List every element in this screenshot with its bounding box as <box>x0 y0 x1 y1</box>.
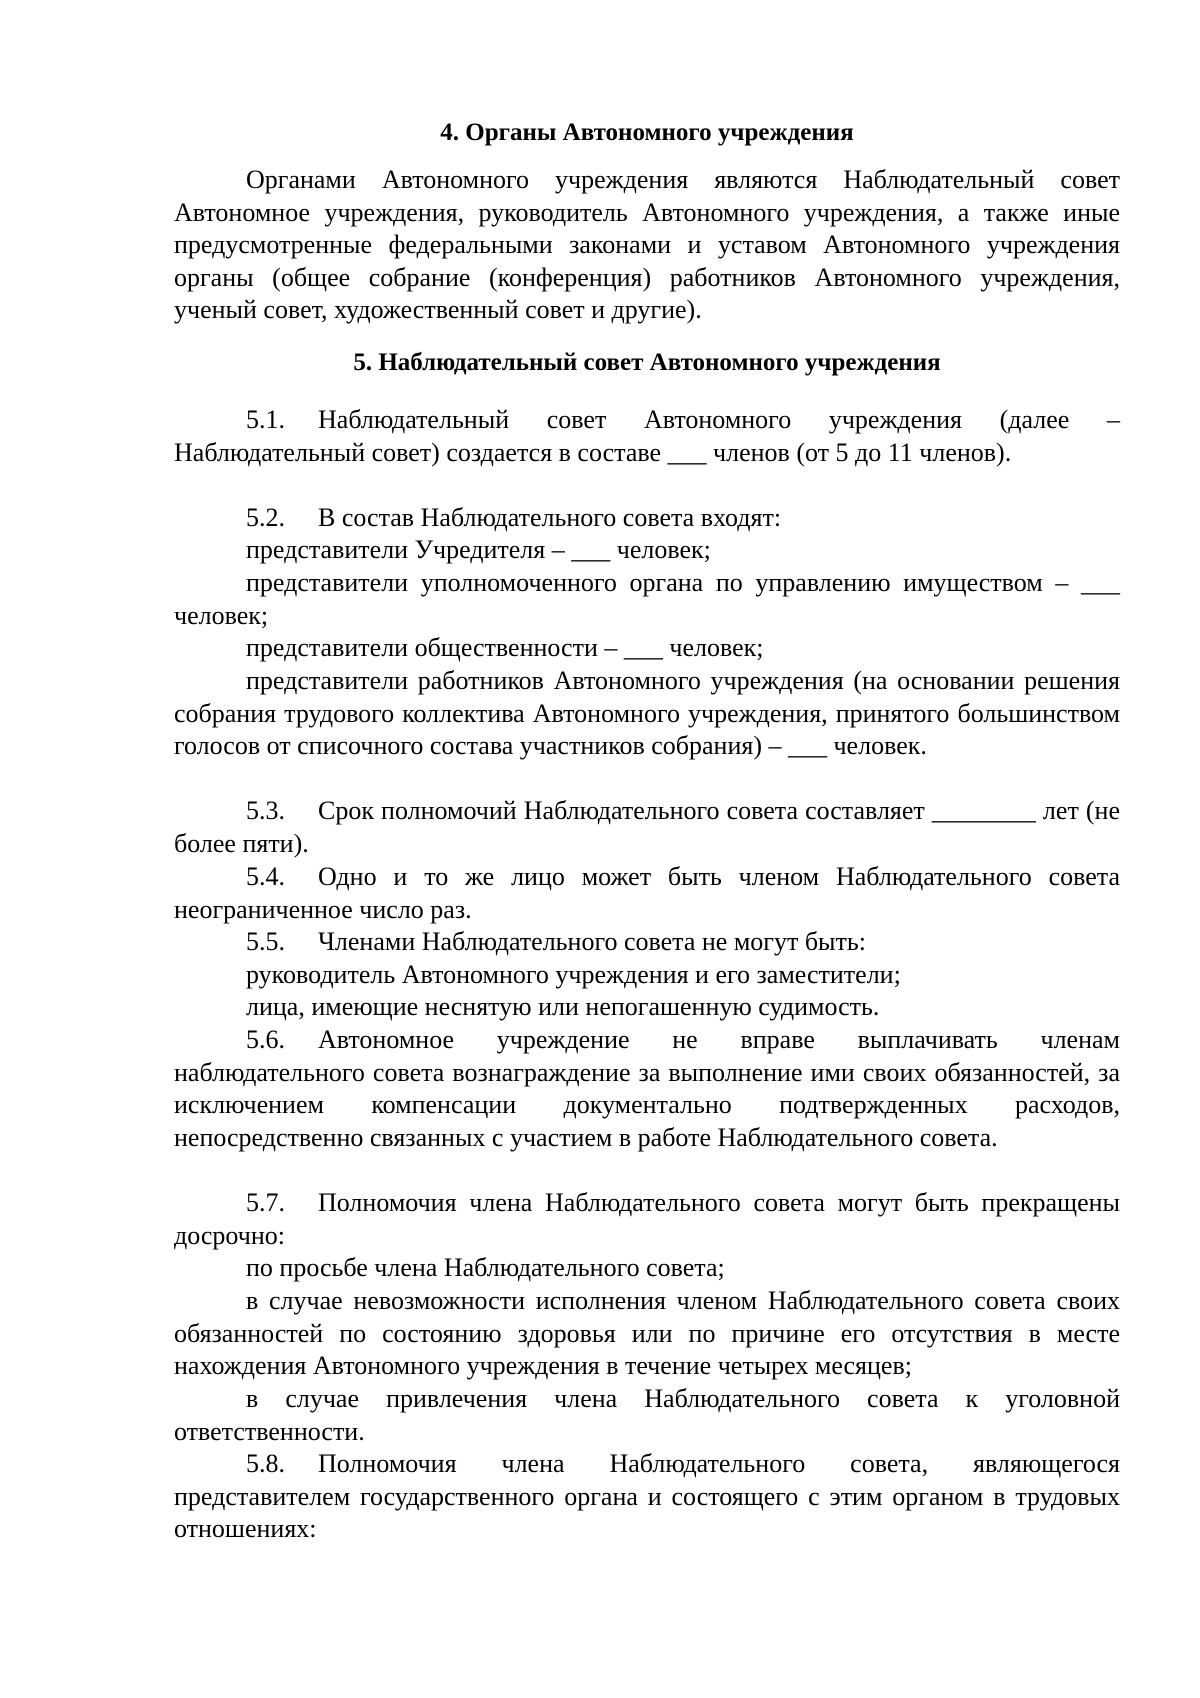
list-item: по просьбе члена Наблюдательного совета; <box>246 1253 725 1282</box>
clause-text: Одно и то же лицо может быть членом Наблюдательного совета неограниченное число раз. <box>174 862 1120 924</box>
clause-text: Срок полномочий Наблюдательного совета составляет ________ лет (не более пяти). <box>174 796 1120 858</box>
clause-number: 5.4. <box>246 862 285 891</box>
clause-text: Полномочия члена Наблюдательного совета могут быть прекращены досрочно: <box>174 1188 1120 1250</box>
list-item: руководитель Автономного учреждения и его заместители; <box>246 960 901 989</box>
clause-text: Членами Наблюдательного совета не могут быть: <box>318 927 866 956</box>
clause-number: 5.3. <box>246 796 285 825</box>
list-item: представители Учредителя – ___ человек; <box>246 535 711 564</box>
clause-5-1 <box>174 404 1120 469</box>
clause-5-3 <box>174 795 1120 860</box>
list-item: лица, имеющие неснятую или непогашенную судимость. <box>246 992 880 1021</box>
list-item: представители уполномоченного органа по управлению имуществом – ___ человек; <box>174 568 1120 630</box>
clause-number: 5.7. <box>246 1188 285 1217</box>
clause-5-7 <box>174 1187 1120 1252</box>
section-4-paragraph: Органами Автономного учреждения являются Наблюдательный совет Автономное учреждения, руководитель Автономного учреждения, а также иные предусмотренные федеральными законами и уставом Автономного учреждения органы (общее собрание (конференция) работников Автономного учреждения, ученый совет, художественный совет и другие). <box>174 165 1120 325</box>
clause-5-5 <box>174 926 1120 959</box>
clause-5-8 <box>174 1448 1120 1546</box>
list-item: представители общественности – ___ человек; <box>246 633 764 662</box>
clause-number: 5.8. <box>246 1449 285 1478</box>
clause-text: Полномочия члена Наблюдательного совета, являющегося представителем государственного органа и состоящего с этим органом в трудовых отношениях: <box>174 1449 1120 1544</box>
clause-number: 5.5. <box>246 927 285 956</box>
clause-5-4 <box>174 861 1120 926</box>
clause-text: В состав Наблюдательного совета входят: <box>318 503 782 532</box>
clause-text: Наблюдательный совет Автономного учреждения (далее – Наблюдательный совет) создается в составе ___ членов (от 5 до 11 членов). <box>174 405 1120 467</box>
clause-5-2 <box>174 502 1120 535</box>
section-4-heading: 4. Органы Автономного учреждения <box>440 119 854 146</box>
list-item: представители работников Автономного учреждения (на основании решения собрания трудового коллектива Автономного учреждения, принятого большинством голосов от списочного состава участников собрания) – ___ человек. <box>174 666 1120 761</box>
list-item: в случае привлечения члена Наблюдательного совета к уголовной ответственности. <box>174 1384 1120 1446</box>
clause-5-6 <box>174 1024 1120 1154</box>
clause-text: Автономное учреждение не вправе выплачивать членам наблюдательного совета вознаграждение за выполнение ими своих обязанностей, за исключением компенсации документально подтвержденных расходов, непосредственно связанных с участием в работе Наблюдательного совета. <box>174 1025 1120 1152</box>
clause-number: 5.2. <box>246 503 285 532</box>
clause-number: 5.1. <box>246 405 285 434</box>
clause-number: 5.6. <box>246 1025 285 1054</box>
list-item: в случае невозможности исполнения членом Наблюдательного совета своих обязанностей по состоянию здоровья или по причине его отсутствия в месте нахождения Автономного учреждения в течение четырех месяцев; <box>174 1286 1120 1381</box>
section-5-heading: 5. Наблюдательный совет Автономного учреждения <box>353 349 941 376</box>
